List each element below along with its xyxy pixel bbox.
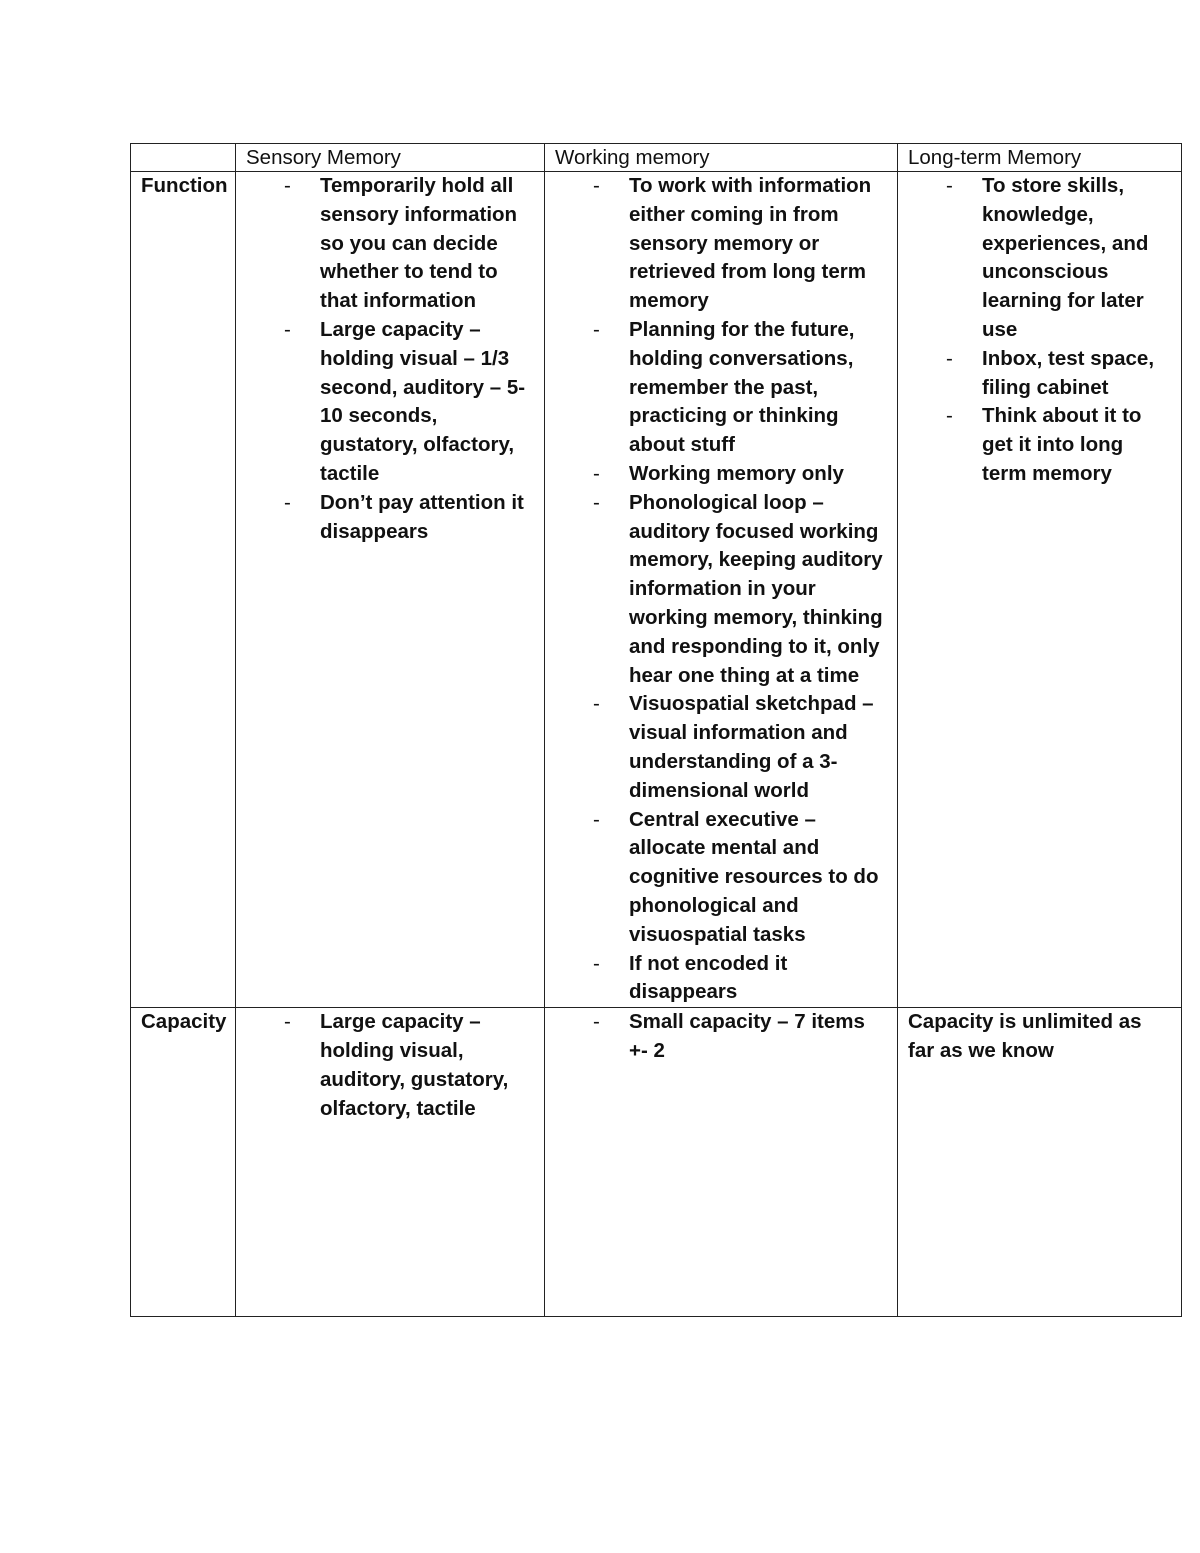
list-item: [555, 1008, 889, 1066]
list-capacity-sensory: [246, 1008, 536, 1123]
dash-bullet: -: [593, 490, 600, 514]
list-item: [246, 489, 536, 547]
dash-bullet: -: [593, 461, 600, 485]
list-capacity-working: [555, 1008, 889, 1066]
list-item-text: Phonological loop – auditory focused working memory, keeping auditory information in your working memory, thinking and responding to it, only hear one thing at a time: [629, 490, 883, 687]
cell-capacity-sensory: [236, 1008, 545, 1317]
dash-bullet: -: [946, 404, 953, 428]
dash-bullet: -: [593, 951, 600, 975]
dash-bullet: -: [284, 490, 291, 514]
dash-bullet: -: [284, 1010, 291, 1034]
list-item-text: Large capacity – holding visual – 1/3 second, auditory – 5-10 seconds, gustatory, olfactory, tactile: [320, 317, 526, 485]
header-cell-empty: [131, 144, 236, 172]
cell-function-working: [545, 172, 898, 1008]
list-function-longterm: [908, 172, 1173, 489]
list-item: [555, 460, 889, 489]
table-row-function: [131, 172, 1182, 1008]
list-item-text: To work with information either coming in from sensory memory or retrieved from long term memory: [629, 174, 872, 313]
dash-bullet: -: [593, 807, 600, 831]
row-label-function: Function: [131, 172, 236, 1008]
cell-function-longterm: [898, 172, 1182, 1008]
list-item: [246, 316, 536, 489]
list-item: [246, 1008, 536, 1123]
list-item: [555, 950, 889, 1008]
list-item-text: Small capacity – 7 items +- 2: [629, 1010, 865, 1062]
list-item-text: To store skills, knowledge, experiences, and unconscious learning for later use: [982, 174, 1149, 341]
list-item-text: Working memory only: [629, 461, 844, 485]
header-working-memory: Working memory: [545, 144, 898, 172]
list-item: [555, 690, 889, 805]
list-item-text: Central executive – allocate mental and cognitive resources to do phonological and visuospatial tasks: [629, 807, 879, 946]
list-item-text: Don’t pay attention it disappears: [320, 490, 524, 543]
dash-bullet: -: [946, 174, 953, 197]
list-item-text: Inbox, test space, filing cabinet: [982, 346, 1155, 399]
dash-bullet: -: [593, 174, 600, 197]
dash-bullet: -: [593, 317, 600, 341]
list-item: [908, 345, 1173, 403]
list-item-text: Planning for the future, holding conversations, remember the past, practicing or thinking about stuff: [629, 317, 855, 457]
dash-bullet: -: [284, 317, 291, 341]
list-item: [555, 489, 889, 691]
cell-capacity-longterm: [898, 1008, 1182, 1317]
table-row-capacity: [131, 1008, 1182, 1317]
dash-bullet: -: [593, 692, 600, 716]
header-sensory-memory: Sensory Memory: [236, 144, 545, 172]
memory-comparison-table: [130, 143, 1182, 1317]
list-item-text: Visuospatial sketchpad – visual information and understanding of a 3-dimensional world: [629, 692, 874, 802]
dash-bullet: -: [284, 174, 291, 197]
list-item: [908, 172, 1173, 345]
header-long-term-memory: Long-term Memory: [898, 144, 1182, 172]
list-item-text: Temporarily hold all sensory information so you can decide whether to tend to that information: [320, 174, 518, 313]
cell-capacity-working: [545, 1008, 898, 1317]
list-item-text: Large capacity – holding visual, auditory, gustatory, olfactory, tactile: [320, 1010, 509, 1120]
table-header-row: [131, 144, 1182, 172]
list-function-sensory: [246, 172, 536, 546]
list-item-text: Think about it to get it into long term memory: [982, 404, 1142, 485]
list-item: [908, 402, 1173, 488]
list-function-working: [555, 172, 889, 1007]
list-item: [246, 172, 536, 316]
list-item: [555, 172, 889, 316]
list-item-text: If not encoded it disappears: [629, 951, 788, 1004]
list-item: [555, 806, 889, 950]
row-label-capacity: Capacity: [131, 1008, 236, 1317]
dash-bullet: -: [593, 1010, 600, 1034]
list-item: [555, 316, 889, 460]
capacity-longterm-text: Capacity is unlimited as far as we know: [908, 1010, 1142, 1062]
dash-bullet: -: [946, 346, 953, 370]
cell-function-sensory: [236, 172, 545, 1008]
